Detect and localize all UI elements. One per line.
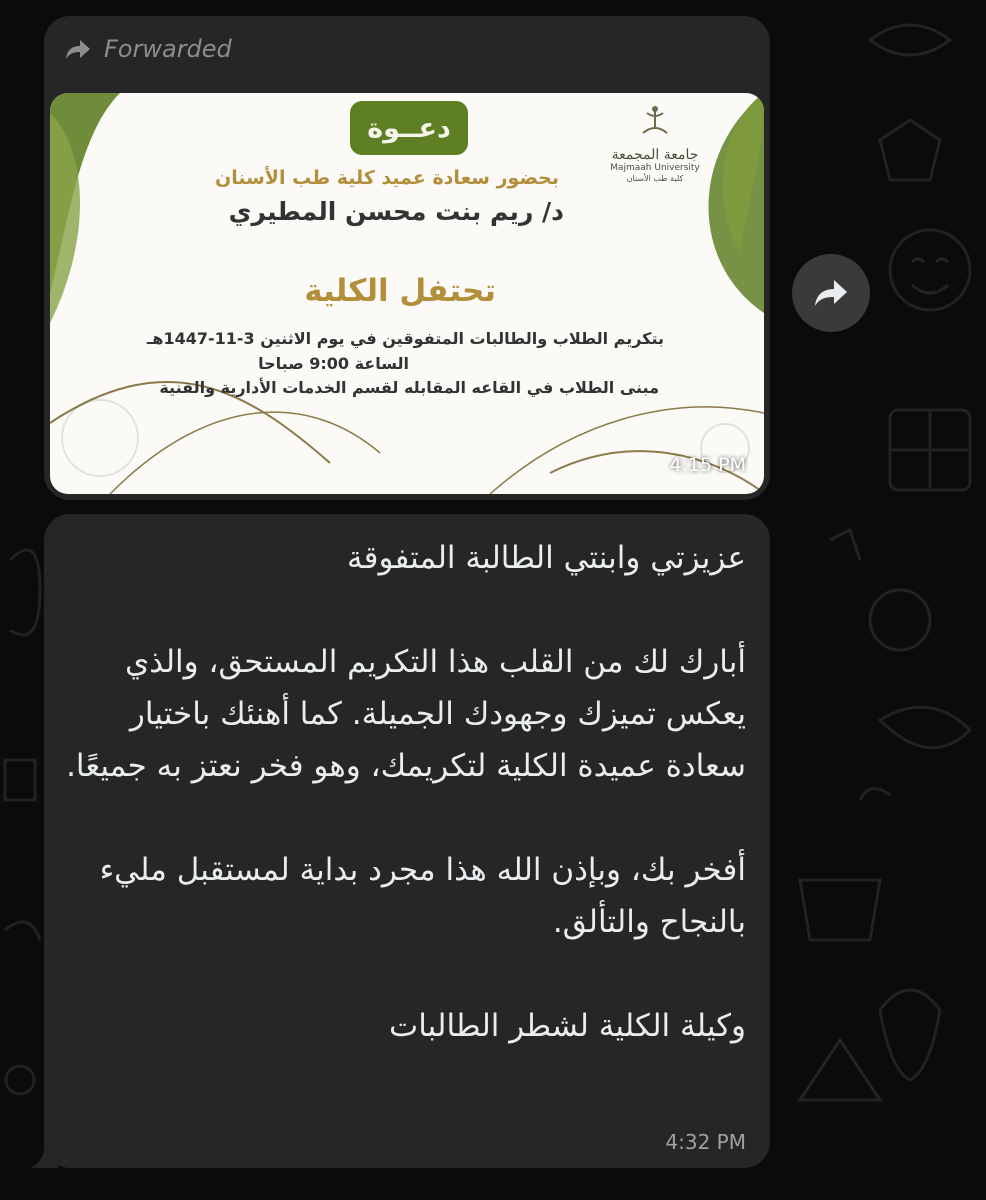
share-arrow-icon <box>813 278 849 308</box>
text-message-bubble[interactable] <box>44 514 770 1168</box>
image-message-bubble[interactable] <box>44 16 770 500</box>
forwarded-label <box>64 32 232 66</box>
university-name-en: Majmaah University <box>610 163 700 173</box>
invitation-image[interactable] <box>50 93 764 494</box>
invitation-line-3: تحتفل الكلية <box>304 273 496 309</box>
invitation-line-4: بتكريم الطلاب والطالبات المتفوقين في يوم الاثنين 3-11-1447هـ <box>146 329 664 348</box>
invitation-badge: دعــوة <box>350 101 468 155</box>
university-logo <box>590 103 720 189</box>
invitation-line-1: بحضور سعادة عميد كلية طب الأسنان <box>215 167 559 189</box>
text-message-time: 4:32 PM <box>665 1130 746 1154</box>
university-name-ar: جامعة المجمعة <box>611 147 699 163</box>
invitation-line-5: الساعة 9:00 صباحا <box>258 354 409 373</box>
university-emblem-icon <box>635 103 675 143</box>
message-text: عزيزتي وابنتي الطالبة المتفوقة أبارك لك من القلب هذا التكريم المستحق، والذي يعكس تميزك وجهودك الجميلة. كما أهنئك باختيار سعادة عميدة الكلية لتكريمك، وهو فخر نعتز به جميعًا. أفخر بك، وبإذن الله هذا مجرد بداية لمستقبل مليء بالنجاح والتألق. وكيلة الكلية لشطر الطالبات <box>66 540 746 1044</box>
share-button[interactable] <box>792 254 870 332</box>
faculty-name: كلية طب الأسنان <box>626 174 684 183</box>
invitation-line-6: مبنى الطلاب في القاعه المقابله لقسم الخدمات الأدارية والفنية <box>159 378 659 397</box>
forwarded-text: Forwarded <box>104 35 232 63</box>
bubble-tail <box>28 1140 58 1170</box>
invitation-line-2: د/ ريم بنت محسن المطيري <box>228 197 564 226</box>
forward-arrow-icon <box>64 37 92 61</box>
image-message-time: 4:15 PM <box>669 454 746 476</box>
